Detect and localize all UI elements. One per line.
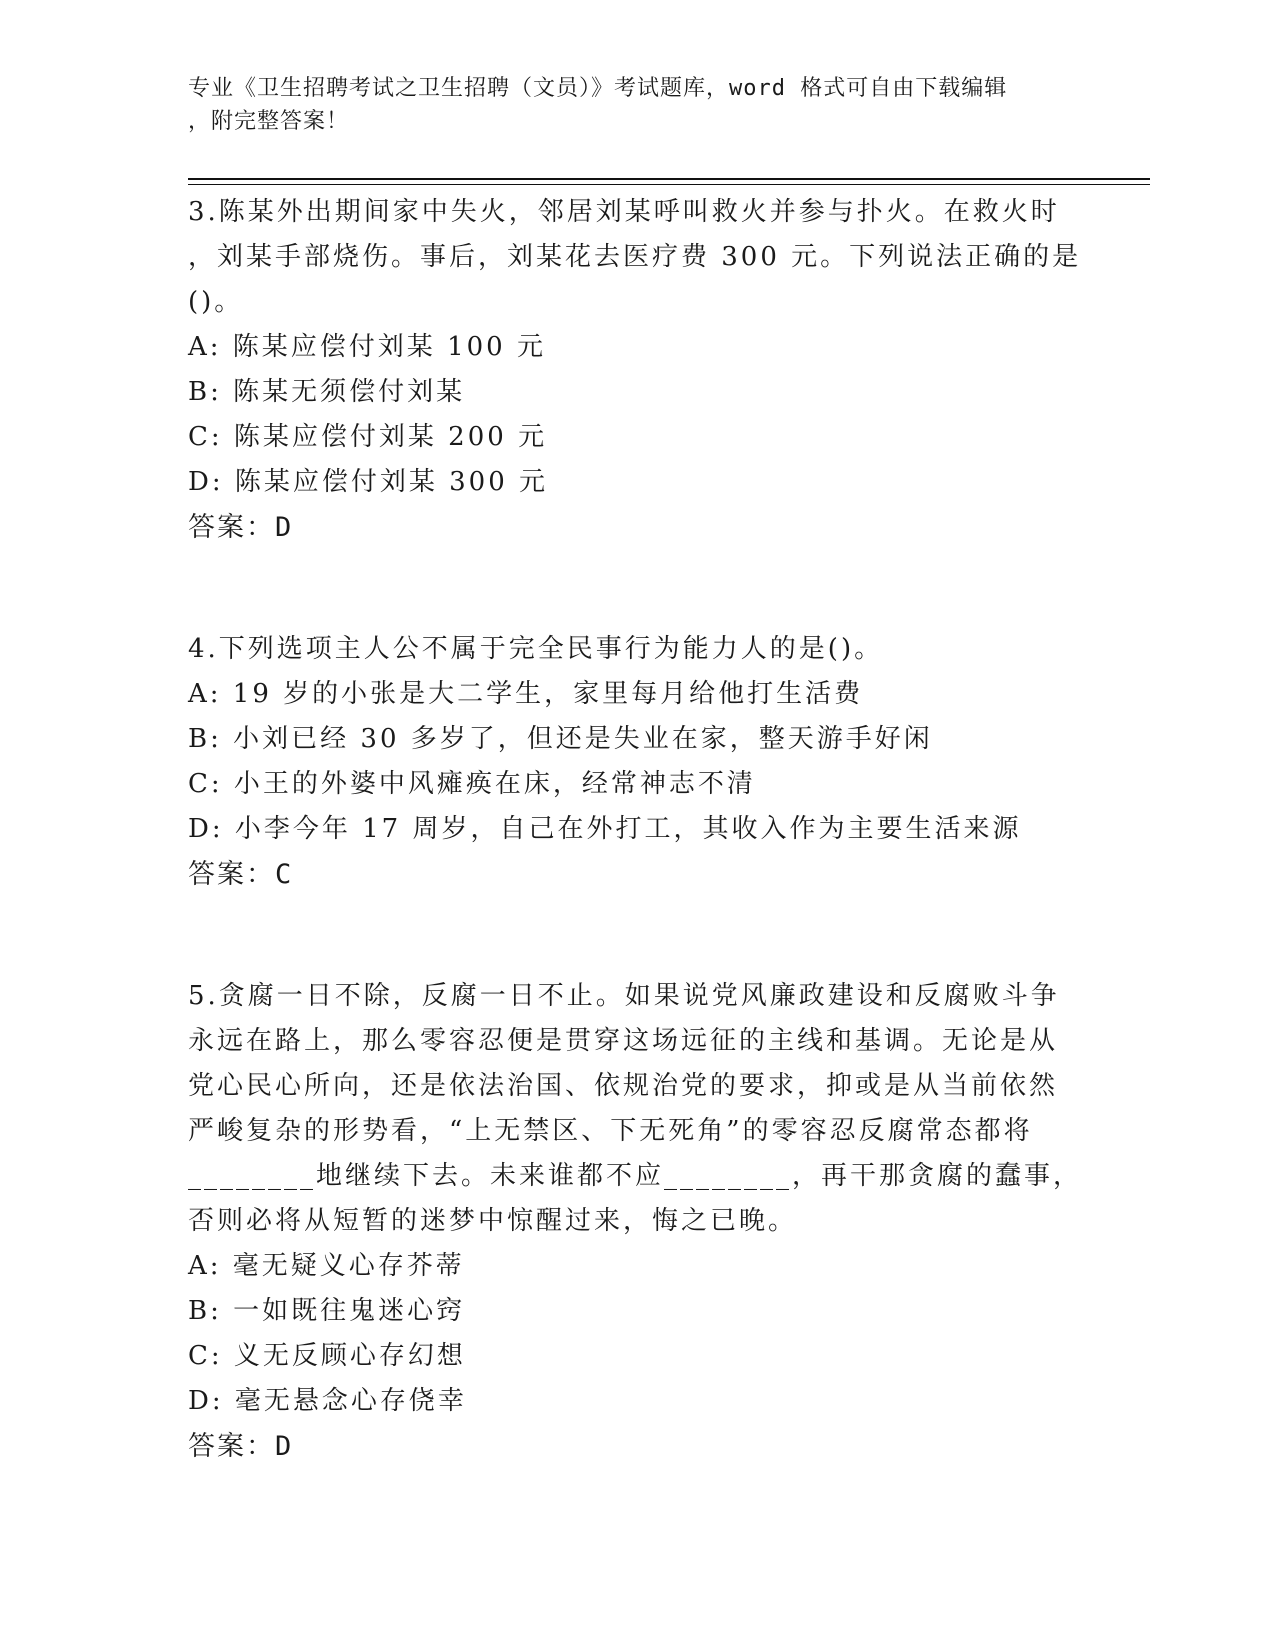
- question-stem-line: 严峻复杂的形势看，“上无禁区、下无死角”的零容忍反腐常态都将: [188, 1116, 1033, 1146]
- header-divider-thick: [188, 178, 1150, 180]
- question-3: [188, 190, 1082, 550]
- spacer: [188, 942, 1068, 974]
- option-b: B: 一如既往鬼迷心窍: [188, 1296, 466, 1326]
- header-line-1: 专业《卫生招聘考试之卫生招聘（文员）》考试题库，word 格式可自由下载编辑: [188, 76, 1008, 101]
- question-stem-line: 党心民心所向，还是依法治国、依规治党的要求，抑或是从当前依然: [188, 1071, 1059, 1101]
- spacer: [188, 897, 1068, 942]
- answer-line: 答案：D: [188, 512, 294, 543]
- question-4: [188, 627, 1068, 897]
- option-a: A: 19 岁的小张是大二学生，家里每月给他打生活费: [188, 679, 864, 709]
- spacer: [188, 595, 1068, 627]
- answer-line: 答案：D: [188, 1431, 294, 1462]
- question-stem-line: ，刘某手部烧伤。事后，刘某花去医疗费 300 元。下列说法正确的是: [188, 242, 1082, 272]
- question-5: [188, 974, 1083, 1469]
- document-header: [188, 72, 1068, 138]
- answer-line: 答案：C: [188, 859, 294, 890]
- option-a: A: 陈某应偿付刘某 100 元: [188, 332, 546, 362]
- question-stem-line: 5.贪腐一日不除，反腐一日不止。如果说党风廉政建设和反腐败斗争: [188, 981, 1060, 1011]
- option-c: C: 义无反顾心存幻想: [188, 1341, 466, 1371]
- option-d: D: 小李今年 17 周岁，自己在外打工，其收入作为主要生活来源: [188, 814, 1022, 844]
- option-d: D: 陈某应偿付刘某 300 元: [188, 467, 549, 497]
- option-b: B: 陈某无须偿付刘某: [188, 377, 466, 407]
- question-stem-line: 否则必将从短暂的迷梦中惊醒过来，悔之已晚。: [188, 1206, 798, 1236]
- option-c: C: 陈某应偿付刘某 200 元: [188, 422, 548, 452]
- option-a: A: 毫无疑义心存芥蒂: [188, 1251, 465, 1281]
- option-d: D: 毫无悬念心存侥幸: [188, 1386, 467, 1416]
- question-stem-line: 4.下列选项主人公不属于完全民事行为能力人的是()。: [188, 634, 884, 664]
- header-divider-thin: [188, 184, 1150, 185]
- spacer: [188, 550, 1068, 595]
- question-stem-line: ________地继续下去。未来谁都不应________，再干那贪腐的蠢事，: [188, 1161, 1083, 1191]
- question-list: [188, 190, 1083, 1469]
- option-b: B: 小刘已经 30 多岁了，但还是失业在家，整天游手好闲: [188, 724, 933, 754]
- question-stem-line: ()。: [188, 287, 244, 317]
- option-c: C: 小王的外婆中风瘫痪在床，经常神志不清: [188, 769, 756, 799]
- question-stem-line: 永远在路上，那么零容忍便是贯穿这场远征的主线和基调。无论是从: [188, 1026, 1059, 1056]
- question-stem-line: 3.陈某外出期间家中失火，邻居刘某呼叫救火并参与扑火。在救火时: [188, 197, 1060, 227]
- header-line-2: ，附完整答案！: [188, 109, 350, 134]
